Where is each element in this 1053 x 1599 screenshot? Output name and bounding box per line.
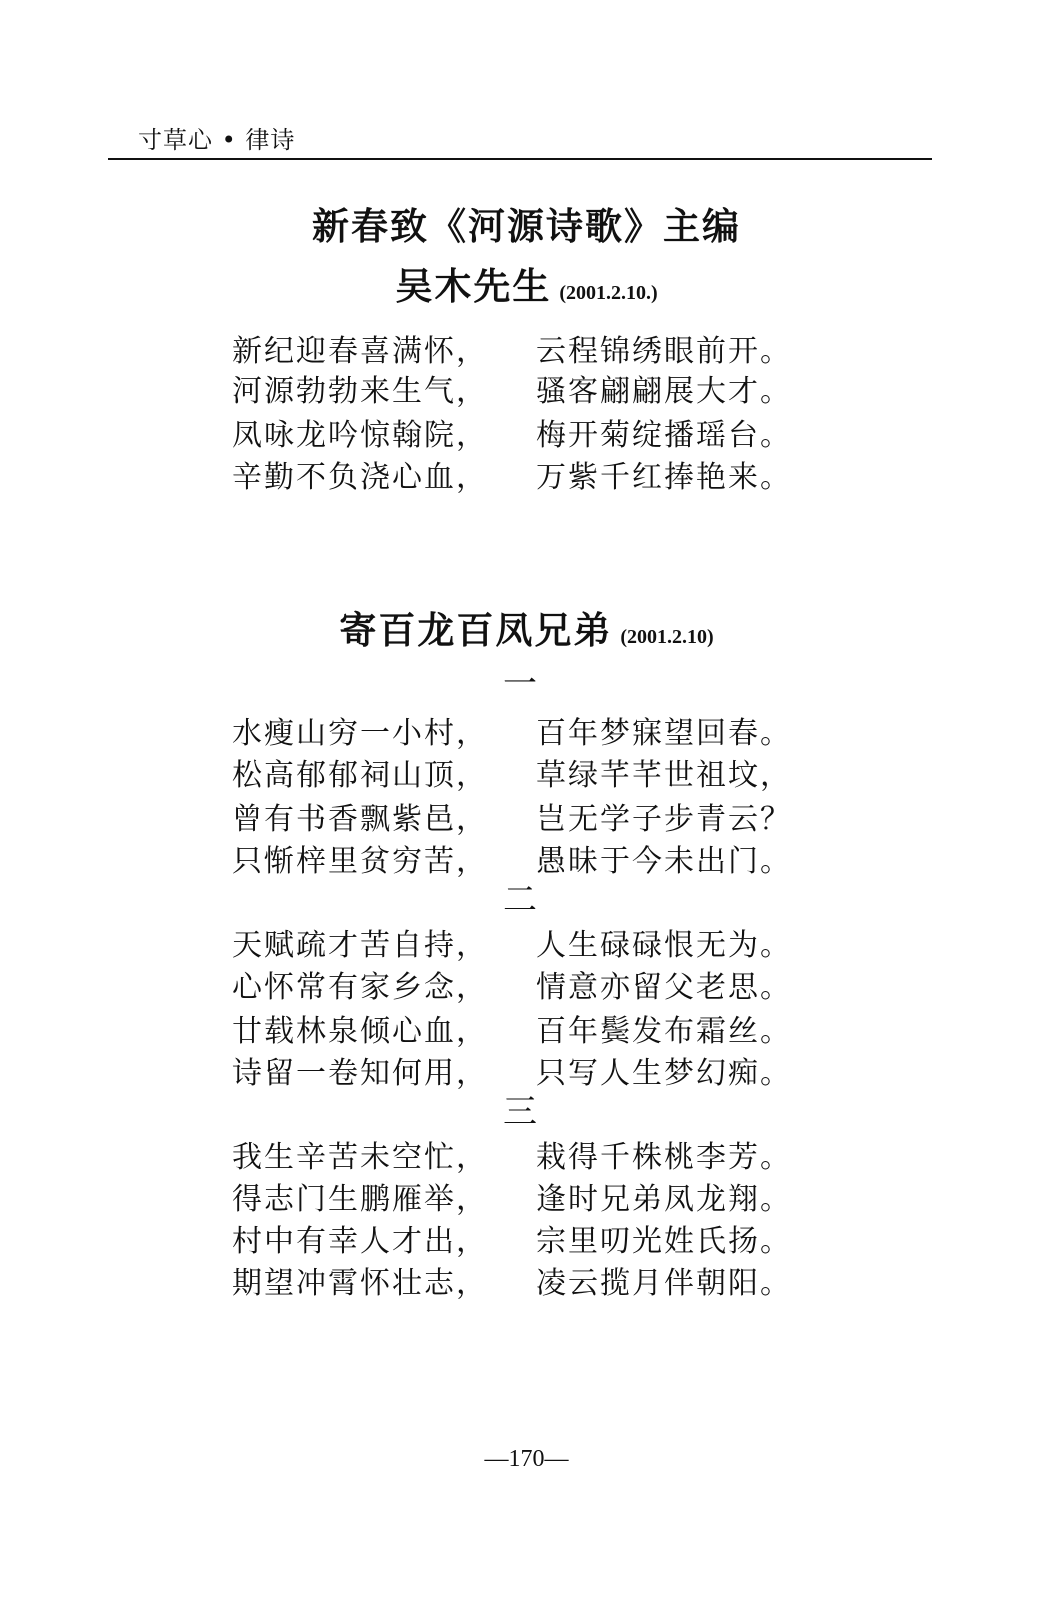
s2-line2-right: 情意亦留父老思。 — [536, 970, 792, 1005]
s2-line1-right: 人生碌碌恨无为。 — [536, 928, 792, 963]
poem1-line4-left: 辛勤不负浇心血， — [232, 460, 488, 495]
section3-numeral: 三 — [503, 1092, 537, 1132]
s2-line1-left: 天赋疏才苦自持， — [232, 928, 488, 963]
header-rule — [108, 158, 932, 160]
running-head: 寸草心 • 律诗 — [138, 126, 296, 154]
s3-line2-left: 得志门生鹏雁举， — [232, 1182, 488, 1217]
s1-line3-left: 曾有书香飘紫邑， — [232, 802, 488, 837]
s1-line4-right: 愚昧于今未出门。 — [536, 844, 792, 879]
poem1-line3-left: 凤咏龙吟惊翰院， — [232, 418, 488, 453]
poem1-line1-left: 新纪迎春喜满怀， — [232, 334, 488, 369]
s1-line1-right: 百年梦寐望回春。 — [536, 716, 792, 751]
poem1-date: (2001.2.10.) — [559, 282, 658, 304]
s3-line1-left: 我生辛苦未空忙， — [232, 1140, 488, 1175]
poem1-line1-right: 云程锦绣眼前开。 — [536, 334, 792, 369]
poem1-title-line1: 新春致《河源诗歌》主编 — [312, 205, 741, 248]
poem1-title-name: 吴木先生 — [395, 265, 552, 308]
section2-numeral: 二 — [503, 880, 537, 920]
s2-line3-right: 百年鬓发布霜丝。 — [536, 1014, 792, 1049]
s3-line1-right: 栽得千株桃李芳。 — [536, 1140, 792, 1175]
s3-line3-left: 村中有幸人才出， — [232, 1224, 488, 1259]
s1-line2-left: 松高郁郁祠山顶， — [232, 758, 488, 793]
s2-line4-right: 只写人生梦幻痴。 — [536, 1056, 792, 1091]
s1-line1-left: 水瘦山穷一小村， — [232, 716, 488, 751]
poem1-line3-right: 梅开菊绽播瑶台。 — [536, 418, 792, 453]
poem2-title: 寄百龙百凤兄弟 — [339, 609, 613, 652]
s2-line4-left: 诗留一卷知何用， — [232, 1056, 488, 1091]
poem1-line2-left: 河源勃勃来生气， — [232, 374, 488, 409]
poem2-title-line — [0, 600, 1053, 654]
s3-line4-right: 凌云揽月伴朝阳。 — [536, 1266, 792, 1301]
s3-line4-left: 期望冲霄怀壮志， — [232, 1266, 488, 1301]
s2-line2-left: 心怀常有家乡念， — [232, 970, 488, 1005]
poem2-date: (2001.2.10) — [620, 626, 714, 648]
s1-line3-right: 岂无学子步青云？ — [536, 802, 792, 837]
poem1-title-line2 — [0, 256, 1053, 310]
page-number: —170— — [484, 1446, 569, 1472]
s3-line3-right: 宗里叨光姓氏扬。 — [536, 1224, 792, 1259]
s2-line3-left: 廿载林泉倾心血， — [232, 1014, 488, 1049]
s1-line4-left: 只惭梓里贫穷苦， — [232, 844, 488, 879]
s1-line2-right: 草绿芊芊世祖坟， — [536, 758, 792, 793]
poem1-line4-right: 万紫千红捧艳来。 — [536, 460, 792, 495]
s3-line2-right: 逢时兄弟凤龙翔。 — [536, 1182, 792, 1217]
poem1-line2-right: 骚客翩翩展大才。 — [536, 374, 792, 409]
section1-numeral: 一 — [503, 664, 537, 704]
